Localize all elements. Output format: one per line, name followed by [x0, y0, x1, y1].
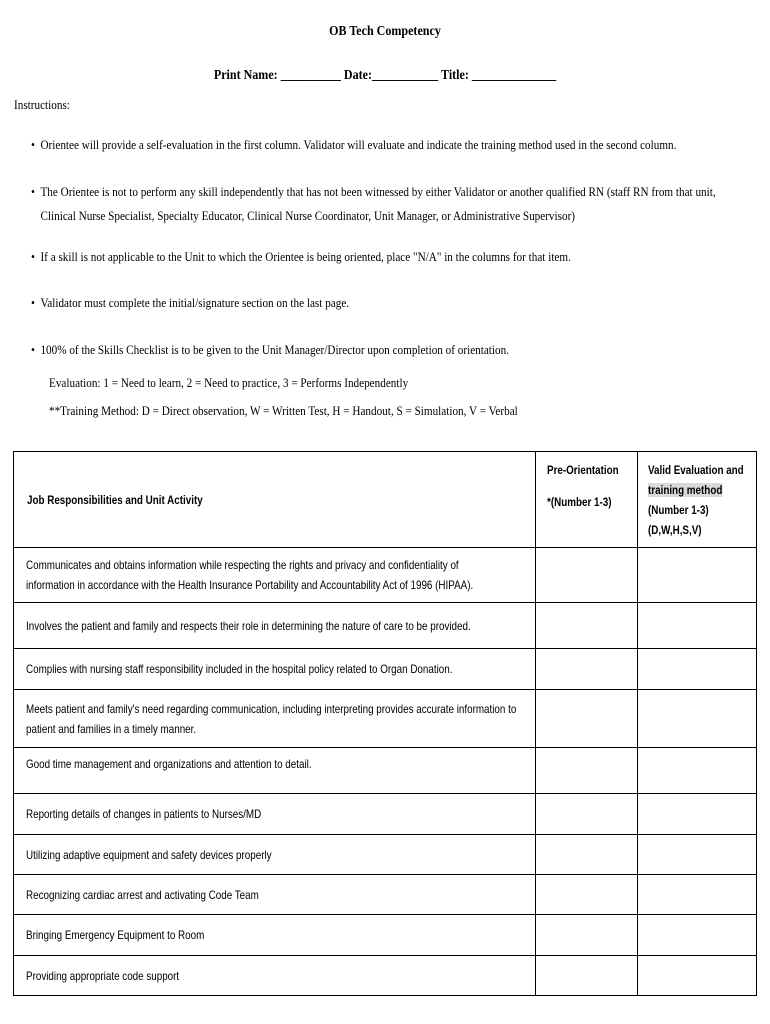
training-method-key: **Training Method: D = Direct observation, W = Written Test, H = Handout, S = Simulation, V = Verbal	[49, 403, 518, 418]
activity-cell: Reporting details of changes in patients to Nurses/MD	[14, 794, 536, 835]
activity-cell: Good time management and organizations and attention to detail.	[14, 748, 536, 794]
table-row	[14, 649, 757, 690]
instruction-bullet	[31, 338, 736, 362]
pre-orientation-cell[interactable]	[536, 748, 638, 794]
activity-cell: Complies with nursing staff responsibility included in the hospital policy related to Organ Donation.	[14, 649, 536, 690]
valid-evaluation-cell[interactable]	[638, 690, 757, 748]
activity-column-header: Job Responsibilities and Unit Activity	[14, 452, 536, 548]
pre-orientation-cell[interactable]	[536, 915, 638, 956]
activity-cell: Involves the patient and family and respects their role in determining the nature of care to be provided.	[14, 603, 536, 649]
valid-evaluation-cell[interactable]	[638, 548, 757, 603]
instruction-bullet	[31, 245, 736, 269]
instructions-label: Instructions:	[14, 97, 70, 112]
evaluation-key: Evaluation: 1 = Need to learn, 2 = Need to practice, 3 = Performs Independently	[49, 375, 409, 390]
activity-cell: Providing appropriate code support	[14, 956, 536, 996]
valid-evaluation-cell[interactable]	[638, 649, 757, 690]
pre-orientation-cell[interactable]	[536, 875, 638, 915]
print-name-date-title-line: Print Name: __________ Date:___________ Title: ______________	[213, 68, 557, 83]
bullet-text: If a skill is not applicable to the Unit to which the Orientee is being oriented, place "N/A" in the columns for that item.	[40, 249, 571, 264]
activity-cell: Meets patient and family's need regarding communication, including interpreting provides accurate information to patient and families in a timely manner.	[14, 690, 536, 748]
pre-orientation-cell[interactable]	[536, 835, 638, 875]
activity-cell: Communicates and obtains information while respecting the rights and privacy and confidentiality of information in accordance with the Health Insurance Portability and Accountability Act of 1996 (HIPAA).	[14, 548, 536, 603]
instruction-bullet	[31, 180, 736, 228]
table-row	[14, 835, 757, 875]
valid-evaluation-cell[interactable]	[638, 875, 757, 915]
pre-orientation-cell[interactable]	[536, 649, 638, 690]
bullet-icon: •	[31, 249, 35, 264]
activity-cell: Bringing Emergency Equipment to Room	[14, 915, 536, 956]
table-row	[14, 875, 757, 915]
pre-orientation-cell[interactable]	[536, 603, 638, 649]
pre-orientation-column-header: Pre-Orientation *(Number 1-3)	[536, 452, 638, 548]
highlighted-text: training method	[648, 483, 723, 497]
table-row	[14, 548, 757, 603]
valid-evaluation-cell[interactable]	[638, 748, 757, 794]
pre-orientation-cell[interactable]	[536, 690, 638, 748]
table-header-row	[14, 452, 757, 548]
pre-orientation-cell[interactable]	[536, 956, 638, 996]
valid-evaluation-cell[interactable]	[638, 915, 757, 956]
table-row	[14, 956, 757, 996]
instruction-bullet	[31, 291, 736, 315]
valid-evaluation-cell[interactable]	[638, 835, 757, 875]
activity-cell: Recognizing cardiac arrest and activating Code Team	[14, 875, 536, 915]
valid-evaluation-cell[interactable]	[638, 956, 757, 996]
bullet-text: Orientee will provide a self-evaluation in the first column. Validator will evaluate and indicate the training method used in the second column.	[40, 137, 677, 152]
bullet-text: The Orientee is not to perform any skill independently that has not been witnessed by either Validator or another qualified RN (staff RN from that unit, Clinical Nurse Specialist, Specialty Educator, Clinical Nurse Coordinator, Unit Manager, or Administrative Supervisor)	[40, 184, 716, 223]
table-row	[14, 794, 757, 835]
instruction-bullet	[31, 133, 736, 157]
table-row	[14, 748, 757, 794]
bullet-icon: •	[31, 137, 35, 152]
valid-evaluation-column-header: Valid Evaluation and training method (Number 1-3) (D,W,H,S,V)	[638, 452, 757, 548]
table-row	[14, 690, 757, 748]
activity-cell: Utilizing adaptive equipment and safety devices properly	[14, 835, 536, 875]
table-row	[14, 915, 757, 956]
competency-table	[13, 451, 757, 996]
bullet-text: 100% of the Skills Checklist is to be given to the Unit Manager/Director upon completion of orientation.	[40, 342, 510, 357]
bullet-icon: •	[31, 184, 35, 199]
document-title: OB Tech Competency	[329, 24, 441, 39]
bullet-text: Validator must complete the initial/signature section on the last page.	[40, 295, 350, 310]
valid-evaluation-cell[interactable]	[638, 794, 757, 835]
table-row	[14, 603, 757, 649]
pre-orientation-cell[interactable]	[536, 794, 638, 835]
bullet-icon: •	[31, 342, 35, 357]
bullet-icon: •	[31, 295, 35, 310]
valid-evaluation-cell[interactable]	[638, 603, 757, 649]
pre-orientation-cell[interactable]	[536, 548, 638, 603]
